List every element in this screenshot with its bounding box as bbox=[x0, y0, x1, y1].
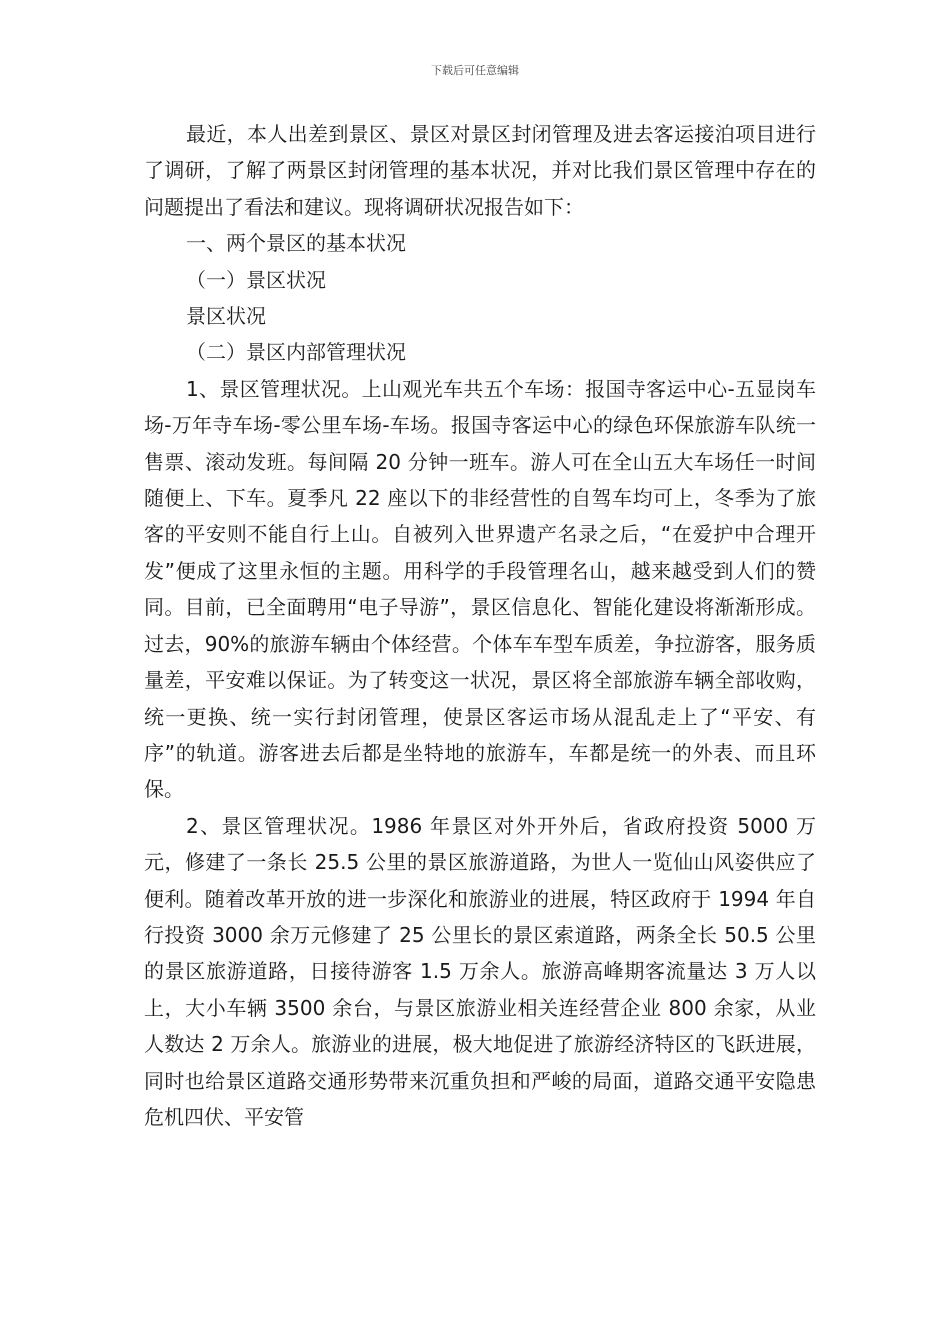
subsection-heading-1: （一）景区状况 bbox=[186, 267, 326, 292]
section-heading-1: 一、两个景区的基本状况 bbox=[186, 231, 406, 256]
page-header: 下载后可任意编辑 bbox=[431, 64, 519, 77]
subsection-heading-2: （二）景区内部管理状况 bbox=[186, 340, 406, 365]
intro-paragraph: 最近，本人出差到景区、景区对景区封闭管理及进去客运接泊项目进行了调研，了解了两景区封闭管理的基本状况，并对比我们景区管理中存在的问题提出了看法和建议。现将调研状况报告如下： bbox=[144, 122, 816, 219]
subsection-text-1: 景区状况 bbox=[186, 304, 266, 329]
document-body bbox=[144, 116, 816, 1135]
body-paragraph-2: 2、景区管理状况。1986 年景区对外开外后，省政府投资 5000 万元，修建了一条长 25.5 公里的景区旅游道路，为世人一览仙山风姿供应了便利。随着改革开放的进一步深化和旅游业的进展，特区政府于 1994 年自行投资 3000 余万元修建了 25 公里长的景区索道路，两条全长 50.5 公里的景区旅游道路，日接待游客 1.5 万余人。旅游高峰期客流量达 3 万人以上，大小车辆 3500 余台，与景区旅游业相关连经营企业 800 余家，从业人数达 2 万余人。旅游业的进展，极大地促进了旅游经济特区的飞跃进展，同时也给景区道路交通形势带来沉重负担和严峻的局面，道路交通平安隐患危机四伏、平安管 bbox=[144, 813, 816, 1129]
body-paragraph-1: 1、景区管理状况。上山观光车共五个车场：报国寺客运中心-五显岗车场-万年寺车场-零公里车场-车场。报国寺客运中心的绿色环保旅游车队统一售票、滚动发班。每间隔 20 分钟一班车。游人可在全山五大车场任一时间随便上、下车。夏季凡 22 座以下的非经营性的自驾车均可上，冬季为了旅客的平安则不能自行上山。自被列入世界遗产名录之后，“在爱护中合理开发”便成了这里永恒的主题。用科学的手段管理名山，越来越受到人们的赞同。目前，已全面聘用“电子导游”，景区信息化、智能化建设将渐渐形成。过去，90%的旅游车辆由个体经营。个体车车型车质差，争拉游客，服务质量差，平安难以保证。为了转变这一状况，景区将全部旅游车辆全部收购，统一更换、统一实行封闭管理，使景区客运市场从混乱走上了“平安、有序”的轨道。游客进去后都是坐特地的旅游车，车都是统一的外表、而且环保。 bbox=[144, 376, 816, 802]
